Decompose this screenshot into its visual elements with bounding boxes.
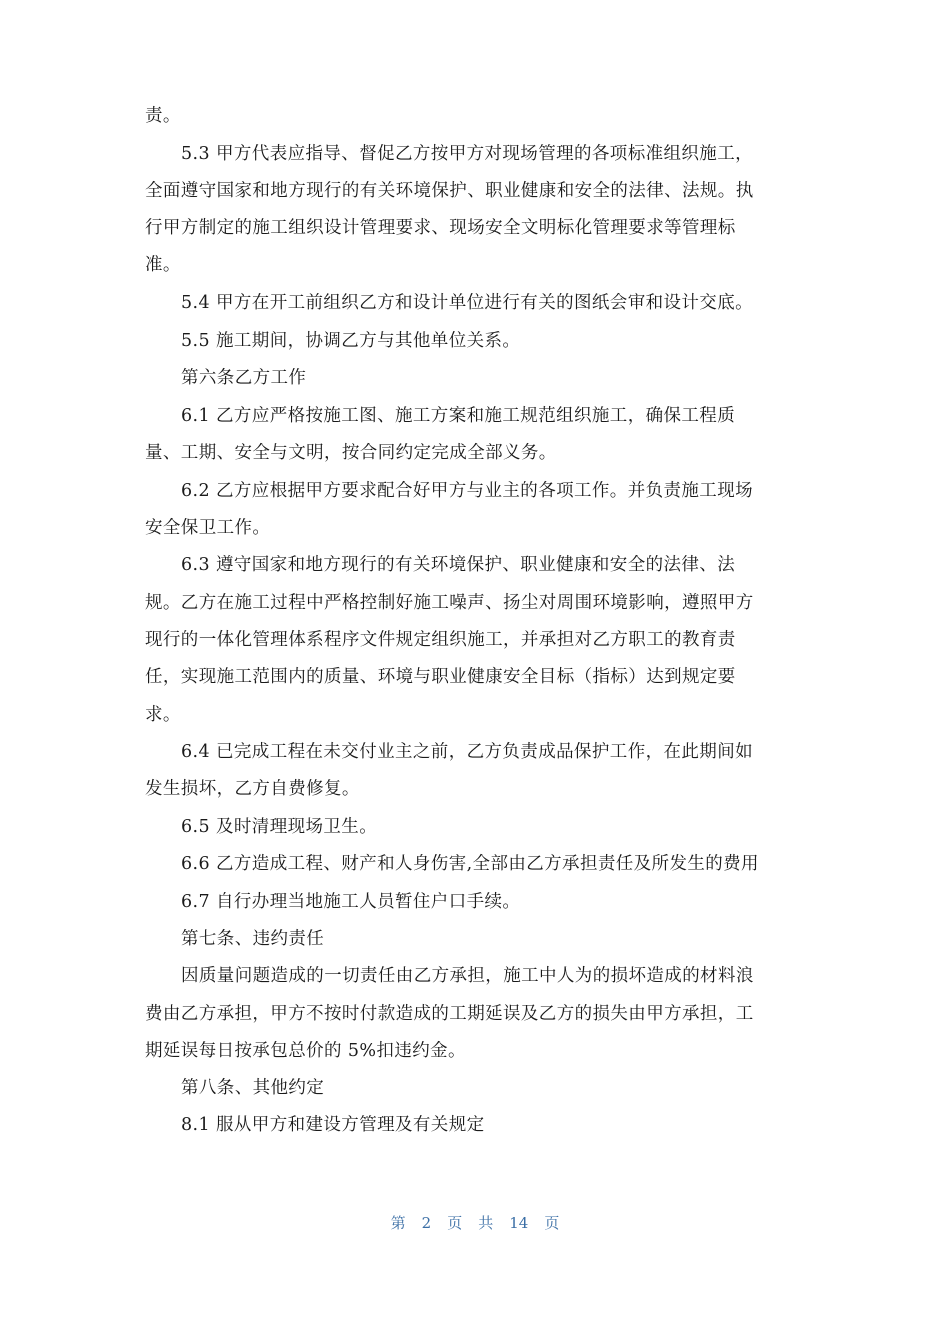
text-line: 6.3 遵守国家和地方现行的有关环境保护、职业健康和安全的法律、法 bbox=[181, 555, 736, 575]
section-heading: 第八条、其他约定 bbox=[181, 1078, 325, 1098]
text-line: 发生损坏，乙方自费修复。 bbox=[145, 779, 360, 799]
text-line: 费由乙方承担，甲方不按时付款造成的工期延误及乙方的损失由甲方承担，工 bbox=[145, 1004, 754, 1024]
text-line: 准。 bbox=[145, 255, 181, 275]
footer-page-word: 页 bbox=[447, 1214, 463, 1232]
text-line: 安全保卫工作。 bbox=[145, 518, 271, 538]
text-line: 规。乙方在施工过程中严格控制好施工噪声、扬尘对周围环境影响，遵照甲方 bbox=[145, 593, 754, 613]
footer-total-word: 共 bbox=[478, 1214, 494, 1232]
text-line: 量、工期、安全与文明，按合同约定完成全部义务。 bbox=[145, 443, 557, 463]
text-line: 6.6 乙方造成工程、财产和人身伤害,全部由乙方承担责任及所发生的费用 bbox=[181, 854, 759, 874]
total-page-count: 14 bbox=[509, 1214, 529, 1232]
text-line: 6.1 乙方应严格按施工图、施工方案和施工规范组织施工，确保工程质 bbox=[181, 406, 736, 426]
text-line: 现行的一体化管理体系程序文件规定组织施工，并承担对乙方职工的教育责 bbox=[145, 630, 736, 650]
page-footer bbox=[0, 1212, 950, 1234]
text-line: 6.4 已完成工程在未交付业主之前，乙方负责成品保护工作，在此期间如 bbox=[181, 742, 753, 762]
text-line: 因质量问题造成的一切责任由乙方承担，施工中人为的损坏造成的材料浪 bbox=[181, 966, 754, 986]
text-line: 责。 bbox=[145, 106, 181, 126]
text-line: 5.3 甲方代表应指导、督促乙方按甲方对现场管理的各项标准组织施工， bbox=[181, 144, 753, 164]
text-line: 6.2 乙方应根据甲方要求配合好甲方与业主的各项工作。并负责施工现场 bbox=[181, 481, 753, 501]
text-line: 任，实现施工范围内的质量、环境与职业健康安全目标（指标）达到规定要 bbox=[145, 667, 736, 687]
text-line: 全面遵守国家和地方现行的有关环境保护、职业健康和安全的法律、法规。执 bbox=[145, 181, 754, 201]
footer-prefix: 第 bbox=[390, 1214, 406, 1232]
text-line: 8.1 服从甲方和建设方管理及有关规定 bbox=[181, 1115, 485, 1135]
section-heading: 第七条、违约责任 bbox=[181, 929, 325, 949]
text-line: 6.5 及时清理现场卫生。 bbox=[181, 817, 378, 837]
text-line: 5.5 施工期间，协调乙方与其他单位关系。 bbox=[181, 331, 521, 351]
section-heading: 第六条乙方工作 bbox=[181, 368, 307, 388]
current-page-number: 2 bbox=[421, 1214, 432, 1232]
text-line: 求。 bbox=[145, 705, 181, 725]
text-line: 行甲方制定的施工组织设计管理要求、现场安全文明标化管理要求等管理标 bbox=[145, 218, 736, 238]
text-line: 6.7 自行办理当地施工人员暂住户口手续。 bbox=[181, 892, 521, 912]
text-line: 5.4 甲方在开工前组织乙方和设计单位进行有关的图纸会审和设计交底。 bbox=[181, 293, 753, 313]
text-line: 期延误每日按承包总价的 5%扣违约金。 bbox=[145, 1041, 466, 1061]
footer-suffix: 页 bbox=[544, 1214, 560, 1232]
